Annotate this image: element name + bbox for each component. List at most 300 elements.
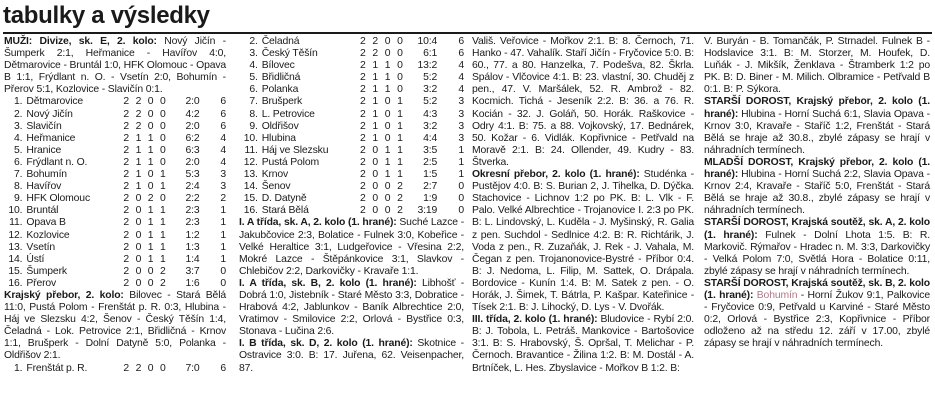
standings-draws: 0: [147, 120, 154, 132]
standings-losses: 1: [160, 241, 166, 253]
column-1: [4, 36, 226, 375]
standings-score: 2:0: [185, 156, 200, 168]
standings-rank: 16.: [243, 205, 258, 217]
standings-losses: 0: [397, 60, 403, 72]
standings-team: Čeladná: [261, 36, 300, 47]
standings-score: 2:4: [185, 181, 200, 193]
standings-losses: 0: [160, 108, 166, 120]
standings-score: 1:6: [185, 277, 200, 289]
standings-points: 3: [220, 181, 226, 193]
standings-points: 6: [220, 362, 226, 374]
standings-losses: 0: [160, 144, 166, 156]
starsi-dorost-kp-text: Hlubina - Horní Suchá 6:1, Slavia Opava - Krnov 3:0, Kravaře - Staříč 1:2, Frenštát - Stará Bělá se hraje až 30.8., zbylé zápasy se hrají v náhradních termínech.: [704, 108, 930, 156]
standings-wins: 1: [135, 181, 142, 193]
starsi-dorost-ks-a-text: Fulnek - Dolní Lhota 1:5. B: R. Markovič. Rýmařov - Hradec n. M. 3:3, Darkovičky - Velká Polom 7:0, Světlá Hora - Bolatice 0:11, zbylé zápasy se hrají v náhradních termínech.: [704, 229, 930, 277]
standings-wins: 0: [135, 229, 142, 241]
standings-row: [4, 230, 226, 242]
standings-wins: 1: [135, 169, 142, 181]
standings-points: 6: [458, 36, 464, 47]
standings-draws: 0: [384, 181, 391, 193]
standings-team: Ústí: [26, 253, 45, 265]
standings-wins: 1: [372, 120, 379, 132]
standings-wins: 0: [372, 156, 379, 168]
krajsky-prebor-standings-table-start: [4, 363, 226, 375]
page-title: tabulky a výsledky: [3, 2, 210, 29]
ia-trida-a-text: Suché Lazce - Jakubčovice 2:3, Bolatice - Fulnek 3:0, Kobeřice - Velké Heraltice 3:1, Ludgeřovice - Vřesina 2:2, Mokré Lazce - Štěpánkovice 3:1, Slavkov - Chlebičov 2:2, Darkovičky - Kravaře 1:1.: [239, 217, 464, 277]
standings-played: 2: [360, 144, 366, 156]
standings-row: [239, 72, 464, 84]
standings-draws: 0: [147, 277, 154, 289]
standings-points: 3: [458, 108, 464, 120]
standings-points: 1: [220, 205, 226, 217]
standings-played: 2: [360, 60, 366, 72]
standings-draws: 0: [384, 193, 391, 205]
standings-losses: 0: [160, 120, 166, 132]
standings-wins: 1: [135, 132, 142, 144]
standings-played: 2: [123, 253, 129, 265]
standings-draws: 1: [147, 205, 154, 217]
standings-team: Hlubina: [261, 132, 296, 144]
column-3: [472, 36, 694, 375]
standings-points: 4: [220, 144, 226, 156]
ia-trida-b-text: Libhošť - Dobrá 1:0, Jistebník - Staré Město 3:3, Dobratice - Hrabová 4:2, Jablunkov - Baník Albrechtice 2:0, Vratimov - Smilovice 2:2, Orlová - Bystřice 0:3, Stonava - Lučina 2:6.: [239, 277, 464, 338]
standings-losses: 2: [397, 205, 403, 217]
standings-wins: 1: [372, 60, 379, 72]
standings-points: 3: [458, 96, 464, 108]
standings-row: [4, 96, 226, 108]
standings-rank: 12.: [8, 229, 23, 241]
standings-wins: 0: [135, 241, 142, 253]
standings-score: 4:4: [423, 132, 438, 144]
standings-points: 6: [220, 108, 226, 120]
standings-losses: 2: [397, 181, 403, 193]
standings-played: 2: [360, 132, 366, 144]
iii-trida-results-cont: [704, 36, 930, 96]
standings-rank: 15.: [8, 265, 23, 277]
standings-team: Frenštát p. R.: [26, 362, 88, 374]
mladsi-dorost-kp-results: [704, 157, 930, 217]
standings-wins: 1: [372, 96, 379, 108]
standings-rank: 14.: [8, 253, 23, 265]
standings-rank: 12.: [243, 156, 258, 168]
standings-row: [239, 60, 464, 72]
standings-losses: 0: [160, 96, 166, 108]
standings-played: 2: [123, 132, 129, 144]
standings-team: Frýdlant n. O.: [26, 156, 88, 168]
divize-standings-table: [4, 96, 226, 290]
standings-row: [239, 205, 464, 217]
standings-played: 2: [123, 108, 129, 120]
standings-row: [239, 193, 464, 205]
standings-rank: 9.: [14, 193, 23, 205]
standings-played: 2: [123, 241, 129, 253]
standings-wins: 0: [372, 144, 379, 156]
standings-draws: 1: [384, 144, 391, 156]
standings-score: 1:3: [185, 241, 200, 253]
standings-score: 1:9: [423, 193, 438, 205]
ia-trida-b-results: [239, 278, 464, 338]
standings-score: 5:3: [185, 169, 200, 181]
standings-row: [239, 157, 464, 169]
standings-score: 2:0: [185, 120, 200, 132]
standings-row: [239, 145, 464, 157]
standings-score: 10:4: [417, 36, 438, 47]
standings-points: 3: [220, 169, 226, 181]
starsi-dorost-ks-a-heading: STARŠÍ DOROST, Krajská soutěž, sk. A, 2. kolo (1. hrané):: [704, 217, 930, 241]
standings-team: Šenov: [261, 181, 291, 193]
standings-team: Háj ve Slezsku: [261, 144, 329, 156]
standings-score: 2:3: [185, 205, 200, 217]
standings-row: [239, 133, 464, 145]
standings-wins: 0: [372, 181, 379, 193]
standings-wins: 2: [135, 96, 142, 108]
standings-score: 2:7: [423, 181, 438, 193]
standings-score: 6:3: [185, 144, 200, 156]
standings-score: 3:2: [423, 84, 438, 96]
standings-played: 2: [123, 277, 129, 289]
standings-draws: 0: [384, 48, 391, 60]
krajsky-prebor-standings-table: [239, 36, 464, 217]
standings-draws: 0: [384, 205, 391, 217]
standings-score: 2:5: [423, 156, 438, 168]
standings-score: 5:2: [423, 96, 438, 108]
standings-team: Heřmanice: [26, 132, 76, 144]
standings-team: Nový Jičín: [26, 108, 73, 120]
standings-points: 3: [458, 132, 464, 144]
standings-played: 2: [360, 193, 366, 205]
standings-losses: 2: [160, 265, 166, 277]
standings-score: 13:2: [417, 60, 438, 72]
standings-team: Kozlovice: [26, 229, 70, 241]
standings-score: 3:2: [423, 120, 438, 132]
standings-points: 3: [458, 120, 464, 132]
iii-trida-heading: III. třída, 2. kolo (1. hrané):: [472, 314, 598, 326]
standings-points: 0: [458, 205, 464, 217]
ib-trida-d-text-cont: Vališ. Veřovice - Mořkov 2:1. B: 8. Černoch, 71. Hanko - 47. Vahalík. Staří Jičín - Fryčovice 5:0. B: 60., 77. a 80. Hanzelka, 7. Podešva, 82. Škrla. Spálov - Vlčovice 4:1. B: 23. vlastní, 30. Chuděj z pen., 47. V. Maršálek, 52. R. Ambrož - 82. Kocmich. Tichá - Jeseník 2:2. B: 36. a 76. R. Kocián - 32. J. Goláň, 50. Horák. Raškovice - Odry 4:1. B: 75. a 88. Vojkovský, 17. Bednárek, 50. Kožar - 6. Vidlák. Kopřivnice - Petřvald na Moravě 2:1. B: 24. Ollender, 49. Kudry - 83. Štverka.: [472, 36, 694, 168]
standings-draws: 0: [147, 362, 154, 374]
standings-draws: 1: [384, 169, 391, 181]
standings-points: 6: [220, 120, 226, 132]
standings-team: Přerov: [26, 277, 57, 289]
standings-wins: 2: [135, 120, 142, 132]
standings-draws: 0: [384, 36, 391, 47]
standings-row: [4, 169, 226, 181]
standings-team: Vsetín: [26, 241, 55, 253]
standings-draws: 1: [147, 253, 154, 265]
standings-team: Stará Bělá: [261, 205, 309, 217]
standings-wins: 0: [135, 265, 142, 277]
standings-wins: 0: [372, 169, 379, 181]
standings-losses: 0: [397, 84, 403, 96]
standings-played: 2: [360, 108, 366, 120]
standings-points: 0: [458, 193, 464, 205]
standings-losses: 0: [397, 72, 403, 84]
standings-points: 4: [458, 84, 464, 96]
krajsky-prebor-text: Bilovec - Stará Bělá 11:0, Pustá Polom - Frenštát p. R. 0:3, Hlubina - Háj ve Slezsku 4:2, Šenov - Český Těšín 1:4, Čeladná - Lok. Petrovice 2:1, Břidličná - Krnov 1:1, Brušperk - Dolní Datyně 5:0, Polanka - Oldřišov 2:1.: [4, 289, 226, 362]
standings-rank: 5.: [249, 72, 258, 84]
standings-rank: 7.: [14, 169, 23, 181]
standings-draws: 0: [147, 169, 154, 181]
standings-points: 1: [458, 169, 464, 181]
standings-row: [4, 193, 226, 205]
standings-draws: 1: [147, 144, 154, 156]
standings-row: [239, 48, 464, 60]
standings-rank: 13.: [243, 169, 258, 181]
standings-team: Krnov: [261, 169, 289, 181]
standings-row: [4, 266, 226, 278]
standings-losses: 0: [397, 36, 403, 47]
standings-played: 2: [360, 156, 366, 168]
standings-played: 2: [123, 96, 129, 108]
section-header: [3, 2, 932, 34]
standings-draws: 0: [384, 120, 391, 132]
standings-team: Oldřišov: [261, 120, 299, 132]
standings-score: 4:2: [185, 108, 200, 120]
divize-results: [4, 36, 226, 96]
standings-score: 1:2: [185, 229, 200, 241]
standings-team: Hranice: [26, 144, 62, 156]
iii-trida-results: [472, 314, 694, 374]
standings-played: 2: [360, 205, 366, 217]
standings-rank: 13.: [8, 241, 23, 253]
standings-points: 1: [458, 156, 464, 168]
standings-losses: 0: [160, 362, 166, 374]
standings-draws: 1: [384, 84, 391, 96]
standings-row: [239, 181, 464, 193]
starsi-dorost-kp-results: [704, 96, 930, 156]
standings-losses: 1: [160, 169, 166, 181]
standings-team: Bruntál: [26, 205, 59, 217]
standings-draws: 1: [147, 229, 154, 241]
standings-team: Havířov: [26, 181, 62, 193]
standings-rank: 4.: [249, 60, 258, 72]
standings-wins: 2: [135, 362, 142, 374]
standings-draws: 0: [147, 96, 154, 108]
standings-draws: 0: [384, 108, 391, 120]
standings-rank: 16.: [8, 277, 23, 289]
krajsky-prebor-heading: Krajský přebor, 2. kolo:: [4, 289, 124, 301]
standings-rank: 4.: [14, 132, 23, 144]
standings-rank: 15.: [243, 193, 258, 205]
standings-played: 2: [123, 265, 129, 277]
standings-row: [4, 205, 226, 217]
standings-score: 7:0: [185, 362, 200, 374]
standings-losses: 1: [397, 169, 403, 181]
standings-row: [4, 242, 226, 254]
standings-draws: 1: [147, 132, 154, 144]
okresni-prebor-results: [472, 169, 694, 314]
ia-trida-a-results: [239, 217, 464, 277]
standings-played: 2: [123, 120, 129, 132]
standings-row: [4, 121, 226, 133]
standings-score: 4:3: [423, 108, 438, 120]
standings-draws: 1: [147, 217, 154, 229]
ib-trida-d-text: Skotnice - Ostravice 3:0. B: 17. Juřena, 62. Veisenpacher, 87.: [239, 338, 464, 374]
okresni-prebor-heading: Okresní přebor, 2. kolo (1. hrané):: [472, 169, 640, 181]
standings-points: 0: [458, 181, 464, 193]
ib-trida-d-heading: I. B třída, sk. D, 2. kolo (1. hrané):: [239, 338, 413, 350]
standings-points: 1: [220, 229, 226, 241]
standings-score: 1:5: [423, 169, 438, 181]
standings-rank: 7.: [249, 96, 258, 108]
standings-rank: 8.: [249, 108, 258, 120]
iii-trida-text-cont: V. Buryán - B. Tomančák, P. Strnadel. Fulnek B - Hodslavice 3:1. B: M. Storzer, M. Houfek, D. Luňák - J. Mikšík, Ženklava - Štramberk 1:2 po PK. B: D. Biner - M. Milich. Olbramice - Petřvald B 0:1. B: P. Sýkora.: [704, 36, 930, 96]
standings-wins: 1: [372, 108, 379, 120]
standings-played: 2: [360, 169, 366, 181]
standings-points: 0: [220, 277, 226, 289]
standings-losses: 0: [160, 132, 166, 144]
standings-losses: 1: [397, 156, 403, 168]
standings-team: Bílovec: [261, 60, 295, 72]
standings-score: 2:3: [185, 217, 200, 229]
standings-row: [4, 109, 226, 121]
starsi-dorost-ks-b-text: - Horní Žukov 9:1, Palkovice - Fryčovice 0:9, Petřvald u Karviné - Staré Město 0:2, Orlová - Bystřice 2:3, Kopřivnice - Příbor odloženo až na středu 12. září v 17.00, zbylé zápasy se hrají v náhradních termínech.: [704, 289, 930, 350]
starsi-dorost-ks-a-results: [704, 217, 930, 277]
standings-wins: 0: [135, 277, 142, 289]
standings-wins: 0: [135, 253, 142, 265]
standings-wins: 1: [372, 72, 379, 84]
standings-losses: 1: [397, 132, 403, 144]
standings-losses: 0: [160, 193, 166, 205]
standings-played: 2: [123, 156, 129, 168]
standings-points: 1: [220, 253, 226, 265]
standings-points: 6: [220, 96, 226, 108]
standings-losses: 1: [160, 181, 166, 193]
standings-rank: 11.: [9, 217, 23, 229]
standings-score: 3:19: [417, 205, 438, 217]
standings-played: 2: [360, 84, 366, 96]
standings-losses: 1: [397, 144, 403, 156]
standings-wins: 2: [372, 48, 379, 60]
standings-row: [239, 169, 464, 181]
standings-played: 2: [360, 181, 366, 193]
standings-points: 0: [220, 265, 226, 277]
standings-row: [4, 363, 226, 375]
standings-losses: 1: [160, 217, 166, 229]
standings-row: [4, 278, 226, 290]
standings-draws: 1: [147, 241, 154, 253]
divize-text: Nový Jičín - Šumperk 2:1, Heřmanice - Havířov 4:0, Dětmarovice - Bruntál 1:0, HFK Olomouc - Opava B 1:1, Frýdlant n. O. - Vsetín 2:0, Bohumín - Přerov 5:1, Kozlovice - Slavičín 0:1.: [4, 36, 226, 96]
starsi-dorost-ks-b-heading: STARŠÍ DOROST, Krajská soutěž, sk. B, 2. kolo (1. hrané):: [704, 277, 930, 301]
standings-draws: 1: [384, 156, 391, 168]
standings-row: [239, 84, 464, 96]
standings-row: [4, 157, 226, 169]
standings-rank: 3.: [14, 120, 23, 132]
standings-score: 5:2: [423, 72, 438, 84]
standings-played: 2: [360, 72, 366, 84]
standings-wins: 0: [135, 205, 142, 217]
krajsky-prebor-results: [4, 290, 226, 363]
standings-wins: 2: [372, 36, 379, 47]
standings-points: 6: [458, 48, 464, 60]
standings-rank: 2.: [14, 108, 23, 120]
standings-played: 2: [360, 120, 366, 132]
mladsi-dorost-kp-text: Hlubina - Horní Suchá 2:2, Slavia Opava - Krnov 2:4, Kravaře - Staříč 5:0, Frenštát - Stará Bělá se hraje až 30.8., zbylé zápasy se hrají v náhradních termínech.: [704, 169, 930, 217]
standings-draws: 1: [147, 156, 154, 168]
standings-score: 6:2: [185, 132, 200, 144]
standings-draws: 1: [384, 60, 391, 72]
standings-losses: 2: [160, 277, 166, 289]
standings-losses: 1: [397, 120, 403, 132]
standings-points: 1: [220, 217, 226, 229]
standings-team: Bohumín: [26, 169, 67, 181]
standings-rank: 8.: [14, 181, 23, 193]
column-4: [704, 36, 930, 350]
standings-played: 2: [123, 205, 129, 217]
standings-rank: 3.: [249, 48, 258, 60]
starsi-dorost-ks-b-results: [704, 278, 930, 351]
standings-team: Opava B: [26, 217, 66, 229]
standings-row: [4, 181, 226, 193]
standings-played: 2: [123, 144, 129, 156]
divize-heading: MUŽI: Divize, sk. E, 2. kolo:: [4, 36, 157, 47]
standings-points: 4: [458, 60, 464, 72]
okresni-prebor-text: Studénka - Pustějov 4:0. B: S. Burian 2, J. Tihelka, D. Dýčka. Stachovice - Lichnov 1:2 po PK. B: L. Vlk - F. Palo. Velké Albrechtice - Trojanovice I. 2:3 po PK. B: L. Lindovský, L. Kuděla - J. Myšinský, R. Galia z pen. Suchdol - Sedlnice 4:2. B: R. Richtárik, J. Voda z pen., R. Zuzaňák, J. Rek - J. Vahala, M. Čegan z pen. Trojanonovice-Bystré - Příbor 0:4. B: J. Nedoma, L. Filip, M. Sattek, O. Drápala. Bordovice - Kunín 1:4. B: M. Satek z pen. - O. Horák, J. Šimek, T. Bátrla, P. Kašpar. Kateřinice - Tísek 2:1. B: J. Lihocký, D. Lys - V. Dvořák.: [472, 169, 694, 314]
standings-row: [4, 254, 226, 266]
standings-rank: 6.: [14, 156, 23, 168]
standings-row: [239, 96, 464, 108]
standings-played: 2: [123, 169, 129, 181]
standings-team: Slavičín: [26, 120, 62, 132]
standings-wins: 0: [135, 193, 142, 205]
standings-wins: 0: [372, 193, 379, 205]
standings-points: 4: [220, 132, 226, 144]
standings-team: Pustá Polom: [261, 156, 319, 168]
standings-score: 2:2: [185, 193, 200, 205]
standings-losses: 1: [160, 205, 166, 217]
standings-score: 2:0: [185, 96, 200, 108]
standings-losses: 0: [160, 156, 166, 168]
standings-wins: 1: [135, 156, 142, 168]
standings-losses: 1: [397, 96, 403, 108]
standings-wins: 0: [372, 205, 379, 217]
standings-wins: 2: [135, 108, 142, 120]
standings-losses: 2: [397, 193, 403, 205]
standings-rank: 1.: [14, 362, 23, 374]
column-2: [239, 36, 464, 375]
standings-losses: 0: [397, 48, 403, 60]
standings-team: Šumperk: [26, 265, 67, 277]
standings-rank: 14.: [243, 181, 258, 193]
standings-rank: 10.: [243, 132, 258, 144]
standings-rank: 5.: [14, 144, 23, 156]
standings-draws: 0: [147, 265, 154, 277]
standings-wins: 1: [372, 132, 379, 144]
standings-team: D. Datyně: [261, 193, 307, 205]
standings-rank: 6.: [249, 84, 258, 96]
standings-row: [4, 133, 226, 145]
standings-played: 2: [123, 193, 129, 205]
standings-score: 6:1: [423, 48, 438, 60]
standings-row: [239, 121, 464, 133]
standings-team: Český Těšín: [261, 48, 318, 60]
standings-rank: 11.: [244, 144, 258, 156]
standings-rank: 10.: [8, 205, 23, 217]
standings-played: 2: [123, 217, 129, 229]
ia-trida-a-heading: I. A třída, sk. A, 2. kolo (1. hrané):: [239, 217, 397, 229]
standings-score: 3:7: [185, 265, 200, 277]
ia-trida-b-heading: I. A třída, sk. B, 2. kolo (1. hrané):: [239, 277, 417, 289]
iii-trida-text: Bludovice - Rybí 2:0. B: J. Tobola, L. Petráš. Mankovice - Bartošovice 3:1. B: S. Hrabovský, Š. Opršal, T. Melichar - P. Černoch. Bravantice - Žilina 1:2. B: M. Dostál - A. Brtníček, L. Hes. Zbyslavice - Mořkov B 1:2. B:: [472, 314, 694, 374]
standings-losses: 1: [160, 253, 166, 265]
standings-draws: 0: [384, 132, 391, 144]
standings-played: 2: [123, 362, 129, 374]
standings-points: 4: [220, 156, 226, 168]
standings-draws: 0: [384, 96, 391, 108]
standings-points: 1: [220, 241, 226, 253]
standings-team: Dětmarovice: [26, 96, 84, 108]
standings-points: 2: [220, 193, 226, 205]
